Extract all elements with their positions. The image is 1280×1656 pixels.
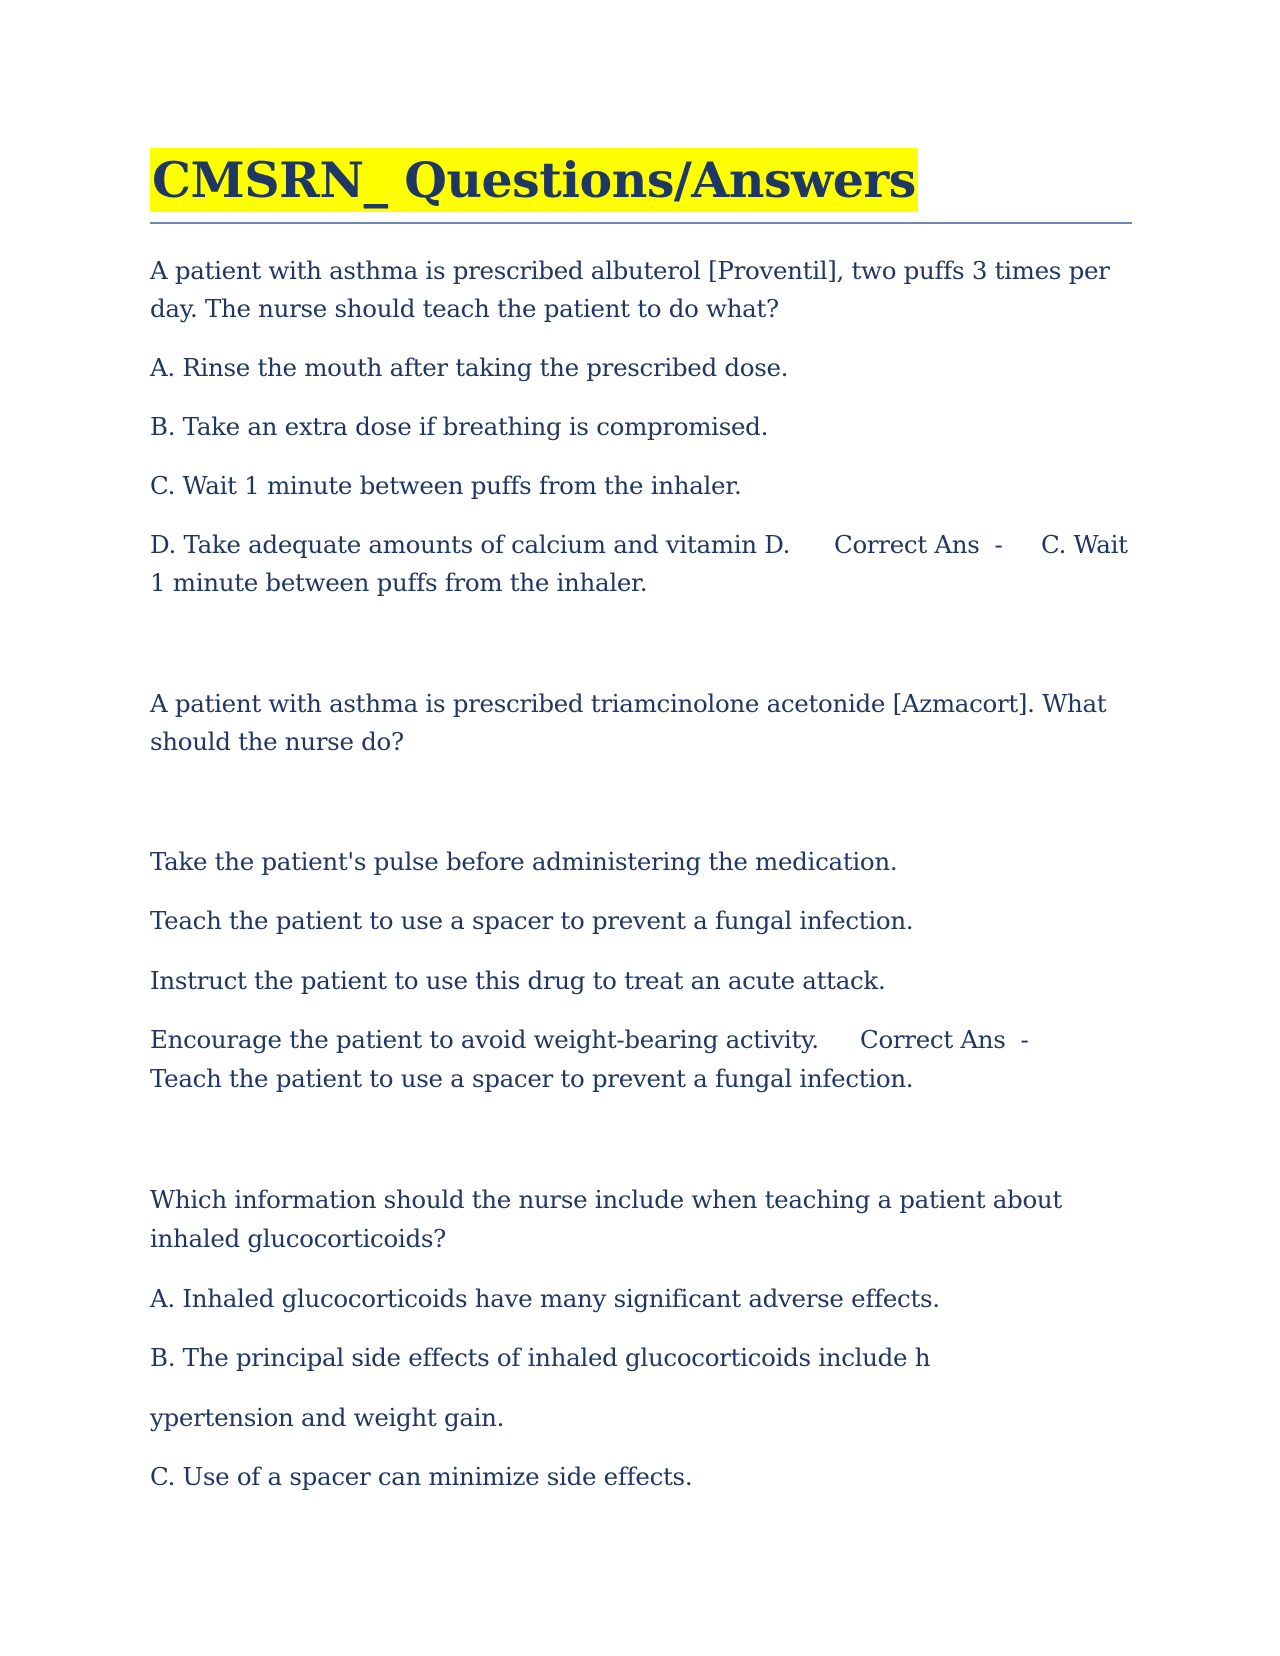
q3-option-a: A. Inhaled glucocorticoids have many significant adverse effects. [150,1284,940,1313]
q3-question-line2: inhaled glucocorticoids? [150,1224,446,1253]
q2-question-line1: A patient with asthma is prescribed triamcinolone acetonide [Azmacort]. What [150,689,1107,718]
q1-answer-line2: 1 minute between puffs from the inhaler. [150,568,648,597]
page-title-container [150,148,1132,224]
q3-option-b-line2: ypertension and weight gain. [150,1403,505,1432]
q2-question-line2: should the nurse do? [150,727,404,756]
q1-option-a: A. Rinse the mouth after taking the prescribed dose. [150,353,789,382]
q2-option-2: Teach the patient to use a spacer to prevent a fungal infection. [150,906,914,935]
q2-option-4: Encourage the patient to avoid weight-bearing activity. [150,1025,819,1054]
q2-option-1: Take the patient's pulse before administering the medication. [150,847,898,876]
q1-option-d: D. Take adequate amounts of calcium and vitamin D. [150,530,791,559]
q1-correct-label: Correct Ans - [834,530,1003,559]
page-title: CMSRN_ Questions/Answers [150,148,918,212]
q2-option-3: Instruct the patient to use this drug to treat an acute attack. [150,966,886,995]
q3-option-c: C. Use of a spacer can minimize side effects. [150,1462,693,1491]
q3-option-b-line1: B. The principal side effects of inhaled glucocorticoids include h [150,1343,931,1372]
q2-answer-line2: Teach the patient to use a spacer to prevent a fungal infection. [150,1064,914,1093]
q1-option-c: C. Wait 1 minute between puffs from the inhaler. [150,471,742,500]
q1-option-b: B. Take an extra dose if breathing is compromised. [150,412,769,441]
q1-answer-start: C. Wait [1041,530,1128,559]
q2-correct-label: Correct Ans - [860,1025,1029,1054]
q1-question-line1: A patient with asthma is prescribed albuterol [Proventil], two puffs 3 times per [150,256,1110,285]
q3-question-line1: Which information should the nurse include when teaching a patient about [150,1185,1062,1214]
q1-question-line2: day. The nurse should teach the patient to do what? [150,294,779,323]
